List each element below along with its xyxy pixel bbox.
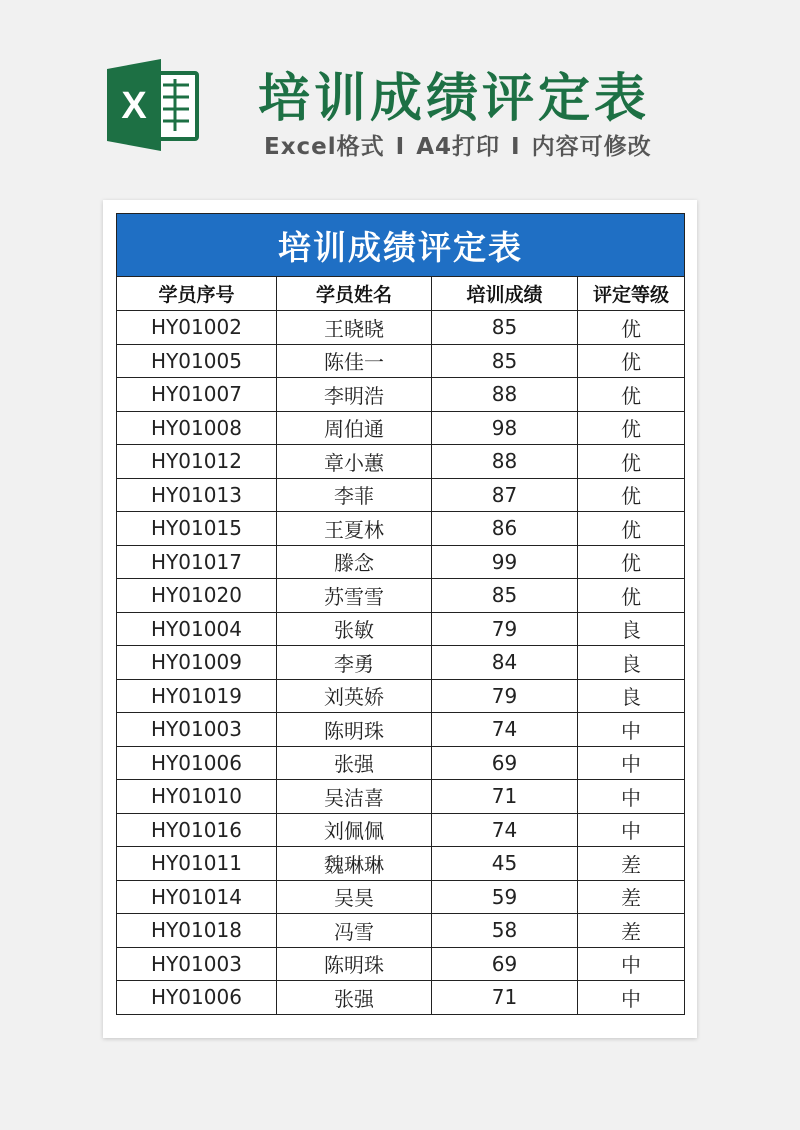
grade-cell[interactable]: 差 bbox=[578, 914, 685, 948]
table-row bbox=[117, 679, 685, 713]
column-header-grade: 评定等级 bbox=[578, 277, 685, 311]
student-name-cell[interactable]: 李菲 bbox=[277, 478, 432, 512]
student-id-cell[interactable]: HY01011 bbox=[117, 847, 277, 881]
grade-cell[interactable]: 中 bbox=[578, 780, 685, 814]
student-id-cell[interactable]: HY01017 bbox=[117, 545, 277, 579]
student-name-cell[interactable]: 陈佳一 bbox=[277, 344, 432, 378]
score-cell[interactable]: 74 bbox=[432, 713, 578, 747]
score-table bbox=[116, 213, 685, 1015]
student-id-cell[interactable]: HY01019 bbox=[117, 679, 277, 713]
score-cell[interactable]: 85 bbox=[432, 344, 578, 378]
student-name-cell[interactable]: 吴昊 bbox=[277, 880, 432, 914]
score-cell[interactable]: 84 bbox=[432, 646, 578, 680]
grade-cell[interactable]: 优 bbox=[578, 378, 685, 412]
table-title: 培训成绩评定表 bbox=[117, 214, 685, 277]
table-row bbox=[117, 579, 685, 613]
student-id-cell[interactable]: HY01018 bbox=[117, 914, 277, 948]
table-row bbox=[117, 646, 685, 680]
grade-cell[interactable]: 中 bbox=[578, 713, 685, 747]
subtitle-separator: I bbox=[511, 134, 521, 160]
table-body bbox=[117, 311, 685, 1015]
table-row bbox=[117, 713, 685, 747]
grade-cell[interactable]: 差 bbox=[578, 880, 685, 914]
score-cell[interactable]: 69 bbox=[432, 947, 578, 981]
student-id-cell[interactable]: HY01016 bbox=[117, 813, 277, 847]
student-name-cell[interactable]: 魏琳琳 bbox=[277, 847, 432, 881]
table-row bbox=[117, 947, 685, 981]
grade-cell[interactable]: 优 bbox=[578, 311, 685, 345]
score-cell[interactable]: 79 bbox=[432, 612, 578, 646]
student-name-cell[interactable]: 刘佩佩 bbox=[277, 813, 432, 847]
table-row bbox=[117, 813, 685, 847]
table-row bbox=[117, 746, 685, 780]
score-cell[interactable]: 86 bbox=[432, 512, 578, 546]
score-cell[interactable]: 45 bbox=[432, 847, 578, 881]
table-header-row bbox=[117, 277, 685, 311]
score-cell[interactable]: 71 bbox=[432, 981, 578, 1015]
grade-cell[interactable]: 优 bbox=[578, 478, 685, 512]
score-cell[interactable]: 88 bbox=[432, 445, 578, 479]
student-id-cell[interactable]: HY01005 bbox=[117, 344, 277, 378]
score-cell[interactable]: 88 bbox=[432, 378, 578, 412]
grade-cell[interactable]: 优 bbox=[578, 445, 685, 479]
score-cell[interactable]: 99 bbox=[432, 545, 578, 579]
student-name-cell[interactable]: 张强 bbox=[277, 746, 432, 780]
student-name-cell[interactable]: 王晓晓 bbox=[277, 311, 432, 345]
table-row bbox=[117, 914, 685, 948]
student-name-cell[interactable]: 章小蕙 bbox=[277, 445, 432, 479]
table-row bbox=[117, 411, 685, 445]
table-row bbox=[117, 545, 685, 579]
student-id-cell[interactable]: HY01009 bbox=[117, 646, 277, 680]
score-cell[interactable]: 79 bbox=[432, 679, 578, 713]
student-id-cell[interactable]: HY01008 bbox=[117, 411, 277, 445]
student-name-cell[interactable]: 张强 bbox=[277, 981, 432, 1015]
student-name-cell[interactable]: 张敏 bbox=[277, 612, 432, 646]
student-id-cell[interactable]: HY01015 bbox=[117, 512, 277, 546]
student-id-cell[interactable]: HY01020 bbox=[117, 579, 277, 613]
subtitle-separator: I bbox=[395, 134, 406, 160]
student-name-cell[interactable]: 苏雪雪 bbox=[277, 579, 432, 613]
student-name-cell[interactable]: 周伯通 bbox=[277, 411, 432, 445]
student-id-cell[interactable]: HY01006 bbox=[117, 746, 277, 780]
table-row bbox=[117, 478, 685, 512]
column-header-score: 培训成绩 bbox=[432, 277, 578, 311]
score-cell[interactable]: 87 bbox=[432, 478, 578, 512]
table-row bbox=[117, 378, 685, 412]
student-name-cell[interactable]: 刘英娇 bbox=[277, 679, 432, 713]
logo-letter: X bbox=[121, 85, 147, 127]
student-name-cell[interactable]: 陈明珠 bbox=[277, 947, 432, 981]
student-id-cell[interactable]: HY01006 bbox=[117, 981, 277, 1015]
subtitle-editable: 内容可修改 bbox=[531, 134, 652, 160]
student-id-cell[interactable]: HY01014 bbox=[117, 880, 277, 914]
score-cell[interactable]: 69 bbox=[432, 746, 578, 780]
student-name-cell[interactable]: 陈明珠 bbox=[277, 713, 432, 747]
subtitle-print: A4打印 bbox=[416, 134, 501, 160]
grade-cell[interactable]: 优 bbox=[578, 579, 685, 613]
subtitle-format: Excel格式 bbox=[264, 134, 385, 160]
score-cell[interactable]: 85 bbox=[432, 311, 578, 345]
grade-cell[interactable]: 中 bbox=[578, 981, 685, 1015]
student-id-cell[interactable]: HY01012 bbox=[117, 445, 277, 479]
score-cell[interactable]: 98 bbox=[432, 411, 578, 445]
score-cell[interactable]: 85 bbox=[432, 579, 578, 613]
student-name-cell[interactable]: 李明浩 bbox=[277, 378, 432, 412]
page-title: 培训成绩评定表 bbox=[258, 69, 651, 129]
student-name-cell[interactable]: 滕念 bbox=[277, 545, 432, 579]
student-id-cell[interactable]: HY01013 bbox=[117, 478, 277, 512]
grade-cell[interactable]: 良 bbox=[578, 646, 685, 680]
grade-cell[interactable]: 中 bbox=[578, 813, 685, 847]
grade-cell[interactable]: 优 bbox=[578, 512, 685, 546]
grade-cell[interactable]: 良 bbox=[578, 679, 685, 713]
student-id-cell[interactable]: HY01003 bbox=[117, 713, 277, 747]
table-row bbox=[117, 981, 685, 1015]
column-header-name: 学员姓名 bbox=[277, 277, 432, 311]
table-row bbox=[117, 311, 685, 345]
table-row bbox=[117, 512, 685, 546]
page-header bbox=[0, 0, 800, 190]
student-name-cell[interactable]: 冯雪 bbox=[277, 914, 432, 948]
student-id-cell[interactable]: HY01010 bbox=[117, 780, 277, 814]
table-title-row bbox=[117, 214, 685, 277]
grade-cell[interactable]: 优 bbox=[578, 411, 685, 445]
student-id-cell[interactable]: HY01003 bbox=[117, 947, 277, 981]
grade-cell[interactable]: 差 bbox=[578, 847, 685, 881]
grade-cell[interactable]: 优 bbox=[578, 344, 685, 378]
grade-cell[interactable]: 中 bbox=[578, 746, 685, 780]
table-row bbox=[117, 612, 685, 646]
grade-cell[interactable]: 良 bbox=[578, 612, 685, 646]
student-name-cell[interactable]: 王夏林 bbox=[277, 512, 432, 546]
grade-cell[interactable]: 中 bbox=[578, 947, 685, 981]
student-name-cell[interactable]: 李勇 bbox=[277, 646, 432, 680]
score-cell[interactable]: 59 bbox=[432, 880, 578, 914]
grade-cell[interactable]: 优 bbox=[578, 545, 685, 579]
student-id-cell[interactable]: HY01002 bbox=[117, 311, 277, 345]
score-cell[interactable]: 71 bbox=[432, 780, 578, 814]
column-header-id: 学员序号 bbox=[117, 277, 277, 311]
student-name-cell[interactable]: 吴洁喜 bbox=[277, 780, 432, 814]
subtitle bbox=[264, 128, 652, 161]
score-cell[interactable]: 74 bbox=[432, 813, 578, 847]
table-row bbox=[117, 780, 685, 814]
student-id-cell[interactable]: HY01007 bbox=[117, 378, 277, 412]
table-row bbox=[117, 847, 685, 881]
table-row bbox=[117, 445, 685, 479]
score-cell[interactable]: 58 bbox=[432, 914, 578, 948]
student-id-cell[interactable]: HY01004 bbox=[117, 612, 277, 646]
excel-logo-icon bbox=[103, 55, 203, 155]
table-row bbox=[117, 880, 685, 914]
table-row bbox=[117, 344, 685, 378]
